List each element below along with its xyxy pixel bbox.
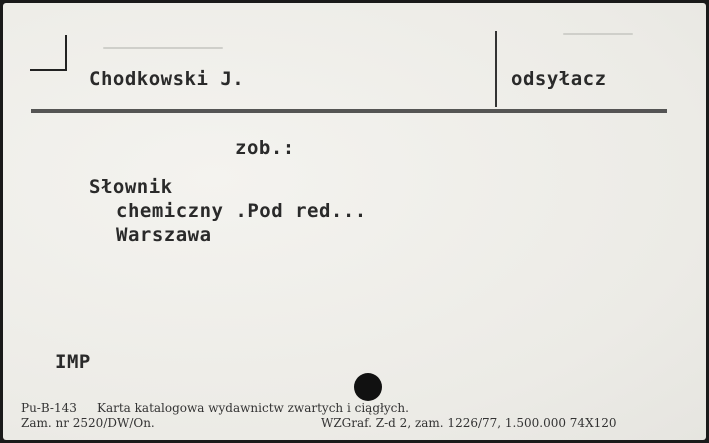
title-line-3: Warszawa bbox=[116, 224, 212, 246]
punch-hole bbox=[354, 373, 382, 401]
printer-info: WZGraf. Z-d 2, zam. 1226/77, 1.500.000 74X120 bbox=[321, 416, 617, 430]
faded-typing bbox=[563, 33, 633, 35]
form-description: Karta katalogowa wydawnictw zwartych i ciągłych. bbox=[97, 401, 409, 415]
corner-mark-horizontal bbox=[30, 69, 67, 71]
order-number: Zam. nr 2520/DW/On. bbox=[21, 416, 155, 430]
imp-stamp: IMP bbox=[55, 351, 91, 373]
card-type-label: odsyłacz bbox=[511, 68, 607, 90]
catalog-card bbox=[3, 3, 706, 440]
corner-mark-vertical bbox=[65, 35, 67, 71]
title-line-2: chemiczny .Pod red... bbox=[116, 200, 367, 222]
header-rule bbox=[31, 109, 667, 113]
see-reference-label: zob.: bbox=[235, 137, 295, 159]
title-line-1: Słownik bbox=[89, 176, 173, 198]
header-divider bbox=[495, 31, 497, 107]
faded-typing bbox=[103, 47, 223, 49]
form-code: Pu-B-143 bbox=[21, 401, 77, 415]
author-heading: Chodkowski J. bbox=[89, 68, 245, 90]
